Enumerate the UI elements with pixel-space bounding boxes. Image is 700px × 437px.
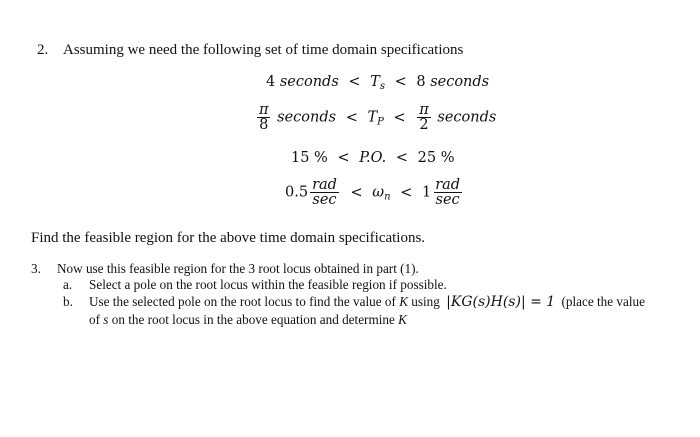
find-feasible-region-text: Find the feasible region for the above time domain specifications. bbox=[31, 230, 426, 246]
tp-upper-fraction bbox=[417, 103, 431, 132]
item-b-line-1 bbox=[89, 294, 645, 310]
spec-peak-time: $\frac{\pi}{8}$ seconds < $T_P$ < $\frac{\pi}{2}$ seconds bbox=[259, 102, 497, 133]
ts-upper: 8 bbox=[416, 74, 426, 90]
po-upper: 25 % bbox=[417, 150, 455, 166]
item-b-k2: K bbox=[398, 312, 407, 327]
ts-unit-upper: seconds bbox=[430, 74, 490, 90]
item-b-label: b. bbox=[63, 294, 73, 309]
question-2-number: 2. bbox=[37, 42, 49, 58]
item-a-text: Select a pole on the root locus within the feasible region if possible. bbox=[89, 277, 447, 292]
item-b-line2-1: of bbox=[89, 312, 100, 327]
item-b-text-1: Use the selected pole on the root locus to find the value of bbox=[89, 294, 396, 309]
wn-upper-num: rad bbox=[435, 177, 461, 193]
item-b-equation: |KG(s)H(s)| = 1 bbox=[446, 294, 556, 310]
tp-symbol: T bbox=[367, 109, 378, 126]
wn-upper-fraction bbox=[433, 178, 462, 207]
spec-natural-frequency: 0.5 $\frac{\text{rad}}{\sec}$ < $\omega_n < 1$ $\frac{\text{rad}}{\sec}$ bbox=[285, 177, 461, 208]
question-3-text: Now use this feasible region for the 3 root locus obtained in part (1). bbox=[57, 261, 419, 276]
wn-lower-den: sec bbox=[312, 192, 337, 208]
wn-lower-num: rad bbox=[312, 177, 337, 193]
question-2-text: Assuming we need the following set of time domain specifications bbox=[63, 42, 464, 58]
tp-unit-upper: seconds bbox=[437, 109, 497, 126]
tp-lower-num: π bbox=[259, 102, 269, 118]
spec-percent-overshoot: 15 % < P.O. < 25 % bbox=[291, 150, 455, 166]
item-b-k: K bbox=[399, 294, 408, 309]
tp-lower-den: 8 bbox=[259, 117, 269, 133]
tp-lower-fraction bbox=[257, 103, 271, 132]
wn-subscript: n bbox=[384, 191, 391, 203]
ts-subscript: s bbox=[379, 81, 385, 92]
item-b-s: s bbox=[103, 312, 109, 327]
tp-upper-num: π bbox=[419, 102, 429, 118]
item-b-line-2 bbox=[89, 312, 407, 328]
tp-subscript: P bbox=[377, 116, 384, 128]
question-3-number: 3. bbox=[31, 261, 41, 276]
po-symbol: P.O. bbox=[359, 150, 387, 166]
spec-settling-time: 4 seconds < $T_s < 8$ seconds bbox=[266, 74, 490, 92]
wn-symbol: ω bbox=[372, 184, 385, 201]
item-b-text-3: (place the value bbox=[561, 294, 645, 309]
tp-unit-lower: seconds bbox=[277, 109, 337, 126]
tp-upper-den: 2 bbox=[419, 117, 429, 133]
wn-upper-den: sec bbox=[435, 192, 460, 208]
wn-lower-coef: 0.5 bbox=[285, 184, 309, 201]
item-b-text-2: using bbox=[411, 294, 440, 309]
po-lower: 15 % bbox=[291, 150, 328, 166]
ts-symbol: T bbox=[370, 74, 380, 90]
ts-unit-lower: seconds bbox=[279, 74, 339, 90]
item-a-label: a. bbox=[63, 277, 73, 292]
item-b-line2-2: on the root locus in the above equation and determine bbox=[111, 312, 395, 327]
ts-lower: 4 bbox=[266, 74, 276, 90]
wn-lower-fraction bbox=[310, 178, 339, 207]
wn-upper-coef: 1 bbox=[421, 184, 432, 201]
